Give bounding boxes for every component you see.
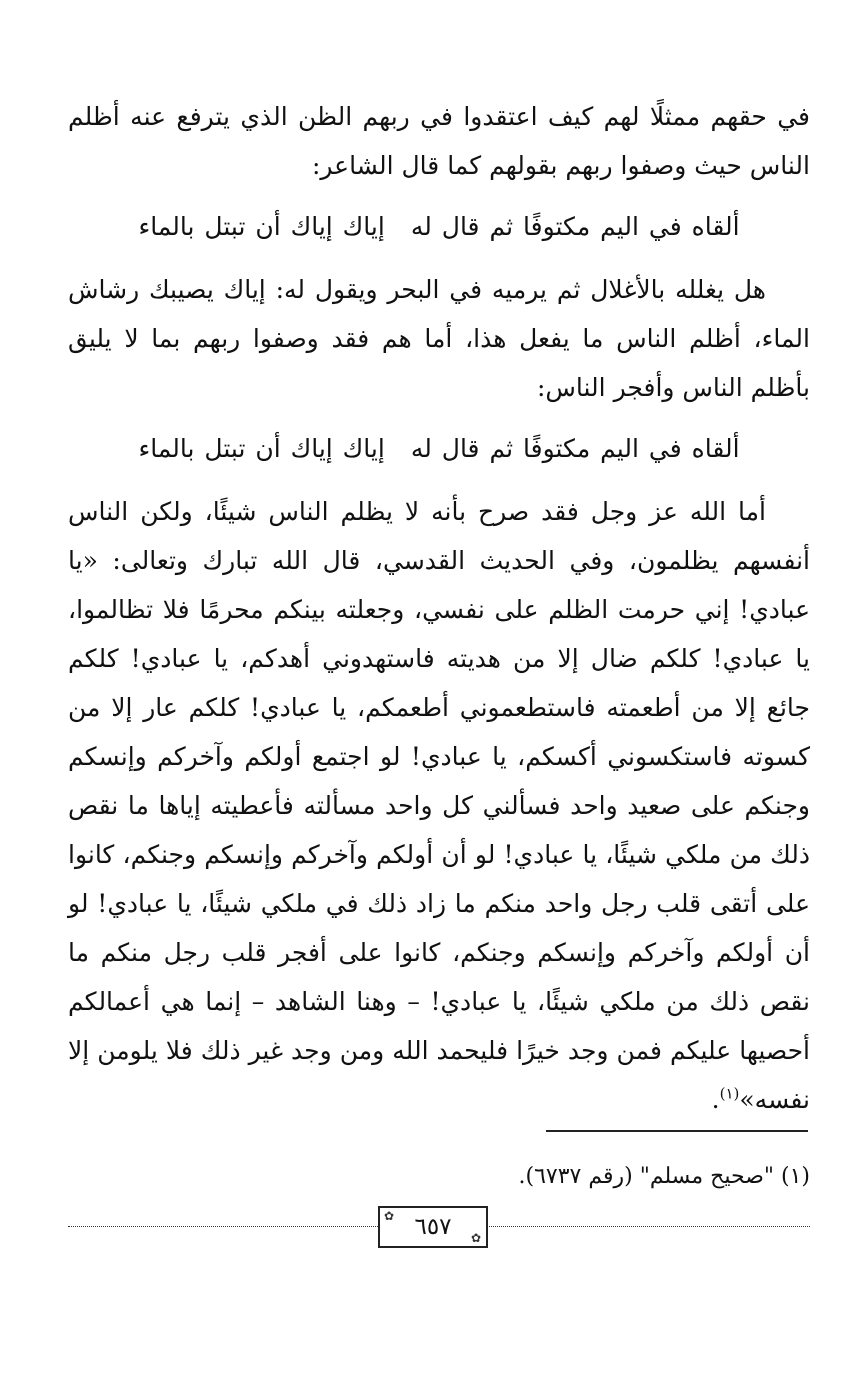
paragraph-3	[68, 487, 810, 1124]
ornament-icon: ✿	[470, 1231, 482, 1245]
verse-2-second-hemistich: إياك إياك أن تبتل بالماء	[138, 434, 385, 463]
footnote-separator	[546, 1130, 808, 1132]
paragraph-3-end: .	[711, 1085, 720, 1114]
verse-1-first-hemistich: ألقاه في اليم مكتوفًا ثم قال له	[410, 212, 740, 241]
verse-2-first-hemistich: ألقاه في اليم مكتوفًا ثم قال له	[410, 434, 740, 463]
paragraph-1: في حقهم ممثلًا لهم كيف اعتقدوا في ربهم الظن الذي يترفع عنه أظلم الناس حيث وصفوا ربهم بقولهم كما قال الشاعر:	[68, 102, 810, 180]
verse-1-second-hemistich: إياك إياك أن تبتل بالماء	[138, 212, 385, 241]
poetry-verse-2	[68, 424, 810, 473]
paragraph-2: هل يغلله بالأغلال ثم يرميه في البحر ويقول له: إياك يصيبك رشاش الماء، أظلم الناس ما يفعل هذا، أما هم فقد وصفوا ربهم بما لا يليق بأظلم الناس وأفجر الناس:	[68, 275, 810, 402]
ornament-icon: ✿	[384, 1209, 396, 1223]
main-text	[68, 92, 810, 1124]
page-number: ٦٥٧	[414, 1214, 452, 1240]
page-number-box	[378, 1206, 488, 1248]
poetry-verse-1	[68, 202, 810, 251]
hadith-text: أما الله عز وجل فقد صرح بأنه لا يظلم الناس شيئًا، ولكن الناس أنفسهم يظلمون، وفي الحديث القدسي، قال الله تبارك وتعالى: «يا عبادي! إني حرمت الظلم على نفسي، وجعلته بينكم محرمًا فلا تظالموا، يا عبادي! كلكم ضال إلا من هديته فاستهدوني أهدكم، يا عبادي! كلكم جائع إلا من أطعمته فاستطعموني أطعمكم، يا عبادي! كلكم عار إلا من كسوته فاستكسوني أكسكم، يا عبادي! لو اجتمع أولكم وآخركم وإنسكم وجنكم على صعيد واحد فسألني كل واحد مسألته فأعطيته إياها ما نقص ذلك من ملكي شيئًا، يا عبادي! لو أن أولكم وآخركم وإنسكم وجنكم، كانوا على أتقى قلب رجل واحد منكم ما زاد ذلك في ملكي شيئًا، يا عبادي! لو أن أولكم وآخركم وإنسكم وجنكم، كانوا على أفجر قلب رجل منكم ما نقص ذلك من ملكي شيئًا، يا عبادي! – وهنا الشاهد – إنما هي أعمالكم أحصيها عليكم فمن وجد خيرًا فليحمد الله ومن وجد غير ذلك فلا يلومن إلا نفسه»	[68, 497, 810, 1114]
footnote: (١) "صحيح مسلم" (رقم ٦٧٣٧).	[518, 1164, 810, 1189]
footnote-reference: (١)	[719, 1084, 740, 1103]
